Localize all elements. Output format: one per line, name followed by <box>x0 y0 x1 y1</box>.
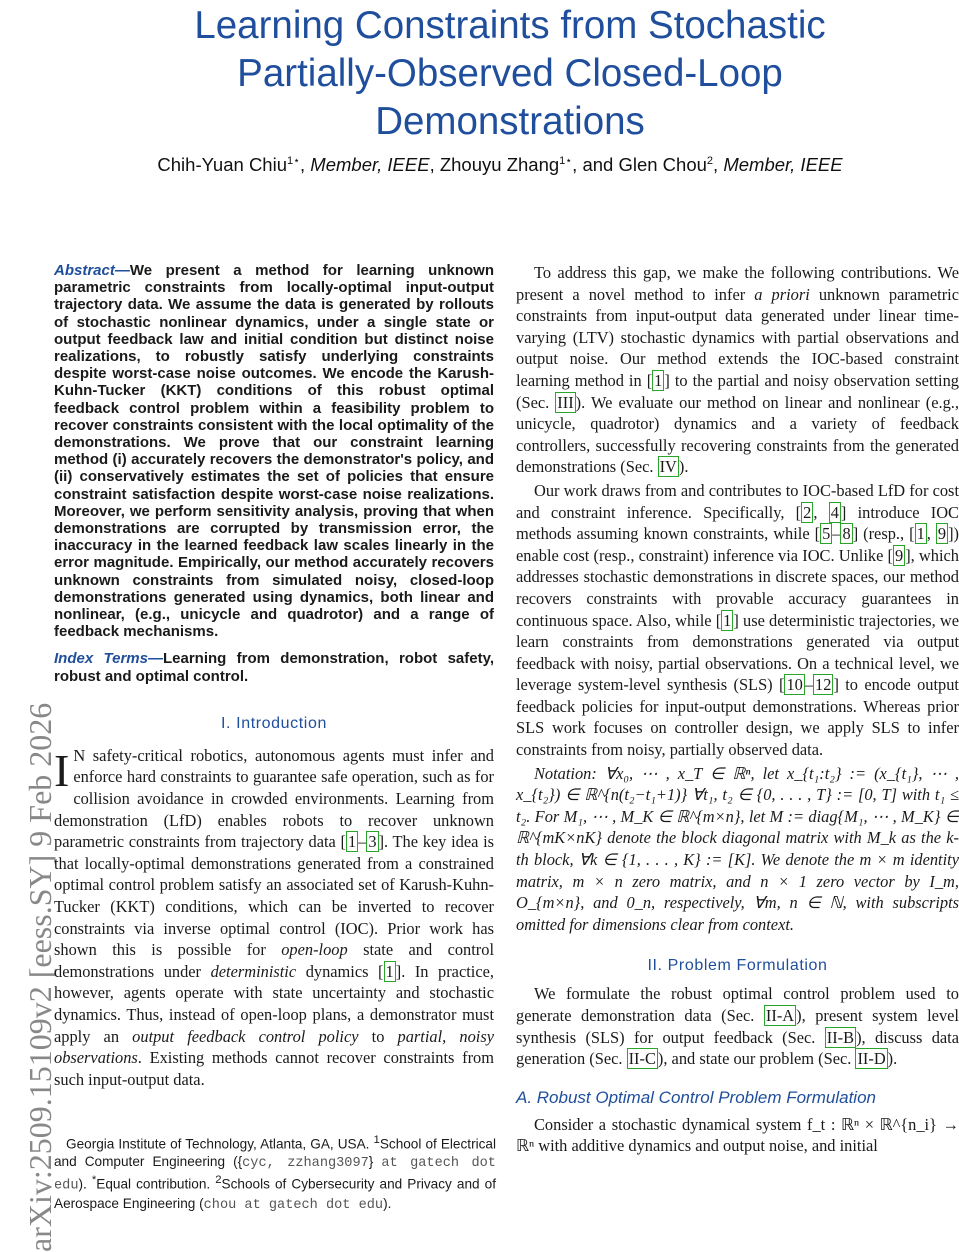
citation-link[interactable]: 12 <box>815 675 832 695</box>
index-terms-label: Index Terms— <box>54 650 163 668</box>
index-terms <box>54 650 494 684</box>
author-separator: , and <box>572 154 619 176</box>
text-run: N safety-critical robotics, autonomous agents must infer and enforce hard constraints to guarantee safe operation, such as for collision avoidance in crowded environments. Learning from demonstration (LfD) enables robots to recover unknown parametric constraints from trajectory data [ <box>54 745 494 852</box>
text-run: , <box>926 524 936 544</box>
text-run: – <box>832 524 841 544</box>
affiliation-footnote <box>54 1132 496 1215</box>
author-separator: , <box>713 154 724 176</box>
citation-link[interactable]: 9 <box>895 545 904 565</box>
text-run: ], which addresses stochastic demonstrations in discrete spaces, our method recovers constraints with provable accuracy guarantees in continuous space. Also, while [ <box>516 545 959 630</box>
right-column <box>516 262 959 1157</box>
citation-link[interactable]: 10 <box>786 675 803 695</box>
citation-link[interactable]: 8 <box>842 524 851 544</box>
citation-link[interactable]: 9 <box>937 524 947 544</box>
text-run: Consider a stochastic dynamical system f_t : ℝⁿ × ℝ^{n_i} → ℝⁿ with additive dynamics and output noise, and initial <box>516 1114 959 1156</box>
text-run: To address this gap, we make the following contributions. We present a novel method to infer <box>516 263 959 304</box>
drop-cap: I <box>54 744 70 796</box>
notation-label: Notation <box>534 763 592 783</box>
citation-link[interactable]: 4 <box>830 502 839 522</box>
emphasis: open-loop <box>281 940 348 960</box>
abstract-label: Abstract— <box>54 262 130 279</box>
text-run: dynamics [ <box>296 961 384 981</box>
author-affiliation-mark: 1⋆ <box>287 155 301 167</box>
text-run: ), discuss data generation (Sec. <box>516 1027 959 1069</box>
text-run: We formulate the robust optimal control problem used to generate demonstration data (Sec. <box>516 984 959 1025</box>
citation-link[interactable]: 1 <box>654 370 663 390</box>
system-paragraph <box>516 1114 959 1157</box>
problem-paragraph <box>516 983 959 1069</box>
paper-title: Learning Constraints from Stochastic Partially-Observed Closed-Loop Demonstrations <box>194 4 826 143</box>
section-link[interactable]: III <box>557 392 574 412</box>
author-affiliation-mark: 2 <box>706 155 714 167</box>
author-separator: , <box>429 154 440 176</box>
section-heading-problem-formulation: II. Problem Formulation <box>647 957 828 975</box>
citation-link[interactable]: 3 <box>368 832 377 852</box>
citation-link[interactable]: 1 <box>916 524 925 544</box>
author-role: Member, IEEE <box>310 154 430 176</box>
index-terms-text: Learning from demonstration, robot safety, robust and optimal control. <box>54 650 494 685</box>
text-run: state and control demonstrations under <box>54 940 494 981</box>
contributions-paragraph <box>516 262 959 478</box>
emphasis: output feedback control policy <box>132 1026 359 1046</box>
author-role: Member, IEEE <box>723 154 843 176</box>
text-run: . Existing methods cannot recover constraints from such input-output data. <box>54 1048 494 1089</box>
author-affiliation-mark: 1⋆ <box>559 155 573 167</box>
text-run: ). <box>78 1176 92 1192</box>
text-run: } <box>368 1153 382 1169</box>
email-text: at gatech dot edu <box>54 1155 496 1194</box>
citation-link[interactable]: 1 <box>723 610 732 630</box>
text-run: Schools of Cybersecurity and Privacy and of Aerospace Engineering ( <box>54 1176 496 1212</box>
section-link[interactable]: IV <box>659 457 677 477</box>
text-run: ), and state our problem (Sec. <box>657 1049 856 1069</box>
email-text: cyc, zzhang3097 <box>242 1155 369 1171</box>
related-work-paragraph <box>516 480 959 761</box>
text-run: ] to encode output feedback policies for input-output demonstrations. Whereas prior SLS work focuses on controller design, we apply SLS to infer constraints from noisy, partially observed data. <box>516 675 959 760</box>
section-link[interactable]: II-B <box>826 1027 855 1047</box>
text-run: ] use deterministic trajectories, we learn constraints from demonstrations generated via output feedback with noisy, partial observations. On a technical level, we leverage system-level synthesis (SLS) [ <box>516 610 959 695</box>
text-run: ]. The key idea is that locally-optimal demonstrations generated from a constrained optimal control problem satisfy an associated set of Karush-Kuhn-Tucker (KKT) conditions, which can be inverted to recover constraints via inverse optimal control (IOC). Prior work has shown this is possible for <box>54 832 494 960</box>
author-separator: , <box>300 154 311 176</box>
abstract-text: We present a method for learning unknown parametric constraints from locally-optimal input-output trajectory data. We assume the data is generated by rollouts of stochastic nonlinear dynamics, under a single state or output feedback law and initial condition but distinct noise realizations, to robustly satisfy underlying constraints despite worst-case noise outcomes. We encode the Karush-Kuhn-Tucker (KKT) conditions of this robust optimal feedback control problem within a feasibility problem to recover constraints consistent with the local optimality of the demonstrations. We prove that our constraint learning method (i) accurately recovers the demonstrator's policy, and (ii) conservatively estimates the set of policies that ensure constraint satisfaction despite worst-case noise realizations. Moreover, we perform sensitivity analysis, proving that when demonstrations are corrupted by transmission error, the inaccuracy in the learned feedback law scales linearly in the error magnitude. Empirically, our method accurately recovers unknown constraints from simulated noisy, closed-loop demonstrations generated using dynamics, both linear and nonlinear, (e.g., unicycle and quadrotor) and a range of feedback mechanisms. <box>54 262 494 641</box>
citation-link[interactable]: 2 <box>803 502 812 522</box>
text-run: ), present system level synthesis (SLS) for output feedback (Sec. <box>516 1006 959 1047</box>
notation-paragraph <box>516 763 959 936</box>
text-run: ). <box>678 457 689 477</box>
section-link[interactable]: II-D <box>857 1049 886 1069</box>
text-run: ] introduce IOC methods assuming known constraints, while [ <box>516 502 959 544</box>
email-text: chou at gatech dot edu <box>203 1198 384 1214</box>
text-run: ). We evaluate our method on linear and nonlinear (e.g., unicycle, quadrotor) dynamics and a variety of feedback controllers, successfully recovering constraints from the generated demonstrations (Sec. <box>516 392 959 477</box>
abstract <box>54 262 494 640</box>
text-run: – <box>804 675 814 695</box>
emphasis: deterministic <box>210 961 297 981</box>
text-run: – <box>358 832 367 852</box>
author-name: Glen Chou <box>618 154 707 176</box>
text-run: School of Electrical and Computer Engineering ({ <box>54 1136 496 1169</box>
citation-link[interactable]: 1 <box>347 832 357 852</box>
notation-text: : ∀x₀, ⋯ , x_T ∈ ℝⁿ, let x_{t₁:t₂} := (x_{t₁}, ⋯ , x_{t₂}) ∈ ℝ^{n(t₂−t₁+1)} ∀t₁, t₂ ∈ {0, . . . , T} := [0, T] with t₁ ≤ t₂. For M₁, ⋯ , M_K ∈ ℝ^{m×n}, let M := diag{M₁, ⋯ , M_K} ∈ ℝ^{mK×nK} denote the block diagonal matrix with M_k as the k-th block, ∀k ∈ {1, . . . , K} := [K]. We denote the m × m identity matrix, m × n zero matrix, and n × 1 zero vector by I_m, O_{m×n}, and 0_n, respectively, ∀m, n ∈ ℕ, with subscripts omitted for dimensions clear from context. <box>516 763 959 934</box>
section-heading-introduction: I. Introduction <box>221 714 327 732</box>
text-run: Equal contribution. <box>96 1176 216 1192</box>
section-link[interactable]: II-A <box>765 1006 795 1025</box>
citation-link[interactable]: 1 <box>385 961 394 981</box>
text-run: unknown parametric constraints from input-output data generated under linear time-varying (LTV) stochastic dynamics with partial observations and output noise. Our method extends the IOC-based constraint learning method in [ <box>516 284 959 390</box>
footnote-mark: 2 <box>215 1174 222 1187</box>
footnote-mark: * <box>91 1174 97 1187</box>
text-run: Georgia Institute of Technology, Atlanta, GA, USA. <box>66 1136 374 1152</box>
arxiv-stamp: arXiv:2509.15109v2 [eess.SY] 9 Feb 2026 <box>22 702 58 1252</box>
text-run: ). <box>887 1049 898 1069</box>
left-column <box>54 262 494 1090</box>
subsection-heading: A. Robust Optimal Control Problem Formulation <box>516 1087 876 1107</box>
author-list <box>60 154 940 176</box>
author-name: Zhouyu Zhang <box>439 154 560 176</box>
footnote-mark: 1 <box>373 1134 380 1146</box>
emphasis: partial, noisy observations <box>54 1026 494 1068</box>
citation-link[interactable]: 5 <box>822 524 831 544</box>
text-run: ]) enable cost (resp., constraint) inference via IOC. Unlike [ <box>516 524 959 565</box>
intro-paragraph <box>54 745 494 1091</box>
text-run: to <box>358 1026 398 1046</box>
section-link[interactable]: II-C <box>628 1049 656 1069</box>
text-run: ] to the partial and noisy observation setting (Sec. <box>516 370 959 412</box>
text-run: ] (resp., [ <box>852 524 915 544</box>
emphasis: a priori <box>754 284 810 304</box>
text-run: , <box>813 502 829 522</box>
author-name: Chih-Yuan Chiu <box>157 154 287 176</box>
text-run: ). <box>383 1196 392 1212</box>
text-run: Our work draws from and contributes to IOC-based LfD for cost and constraint inference. Specifically, [ <box>516 480 959 522</box>
text-run: ]. In practice, however, agents operate with state uncertainty and stochastic dynamics. Thus, instead of open-loop plans, a demonstrator must apply an <box>54 961 494 1046</box>
